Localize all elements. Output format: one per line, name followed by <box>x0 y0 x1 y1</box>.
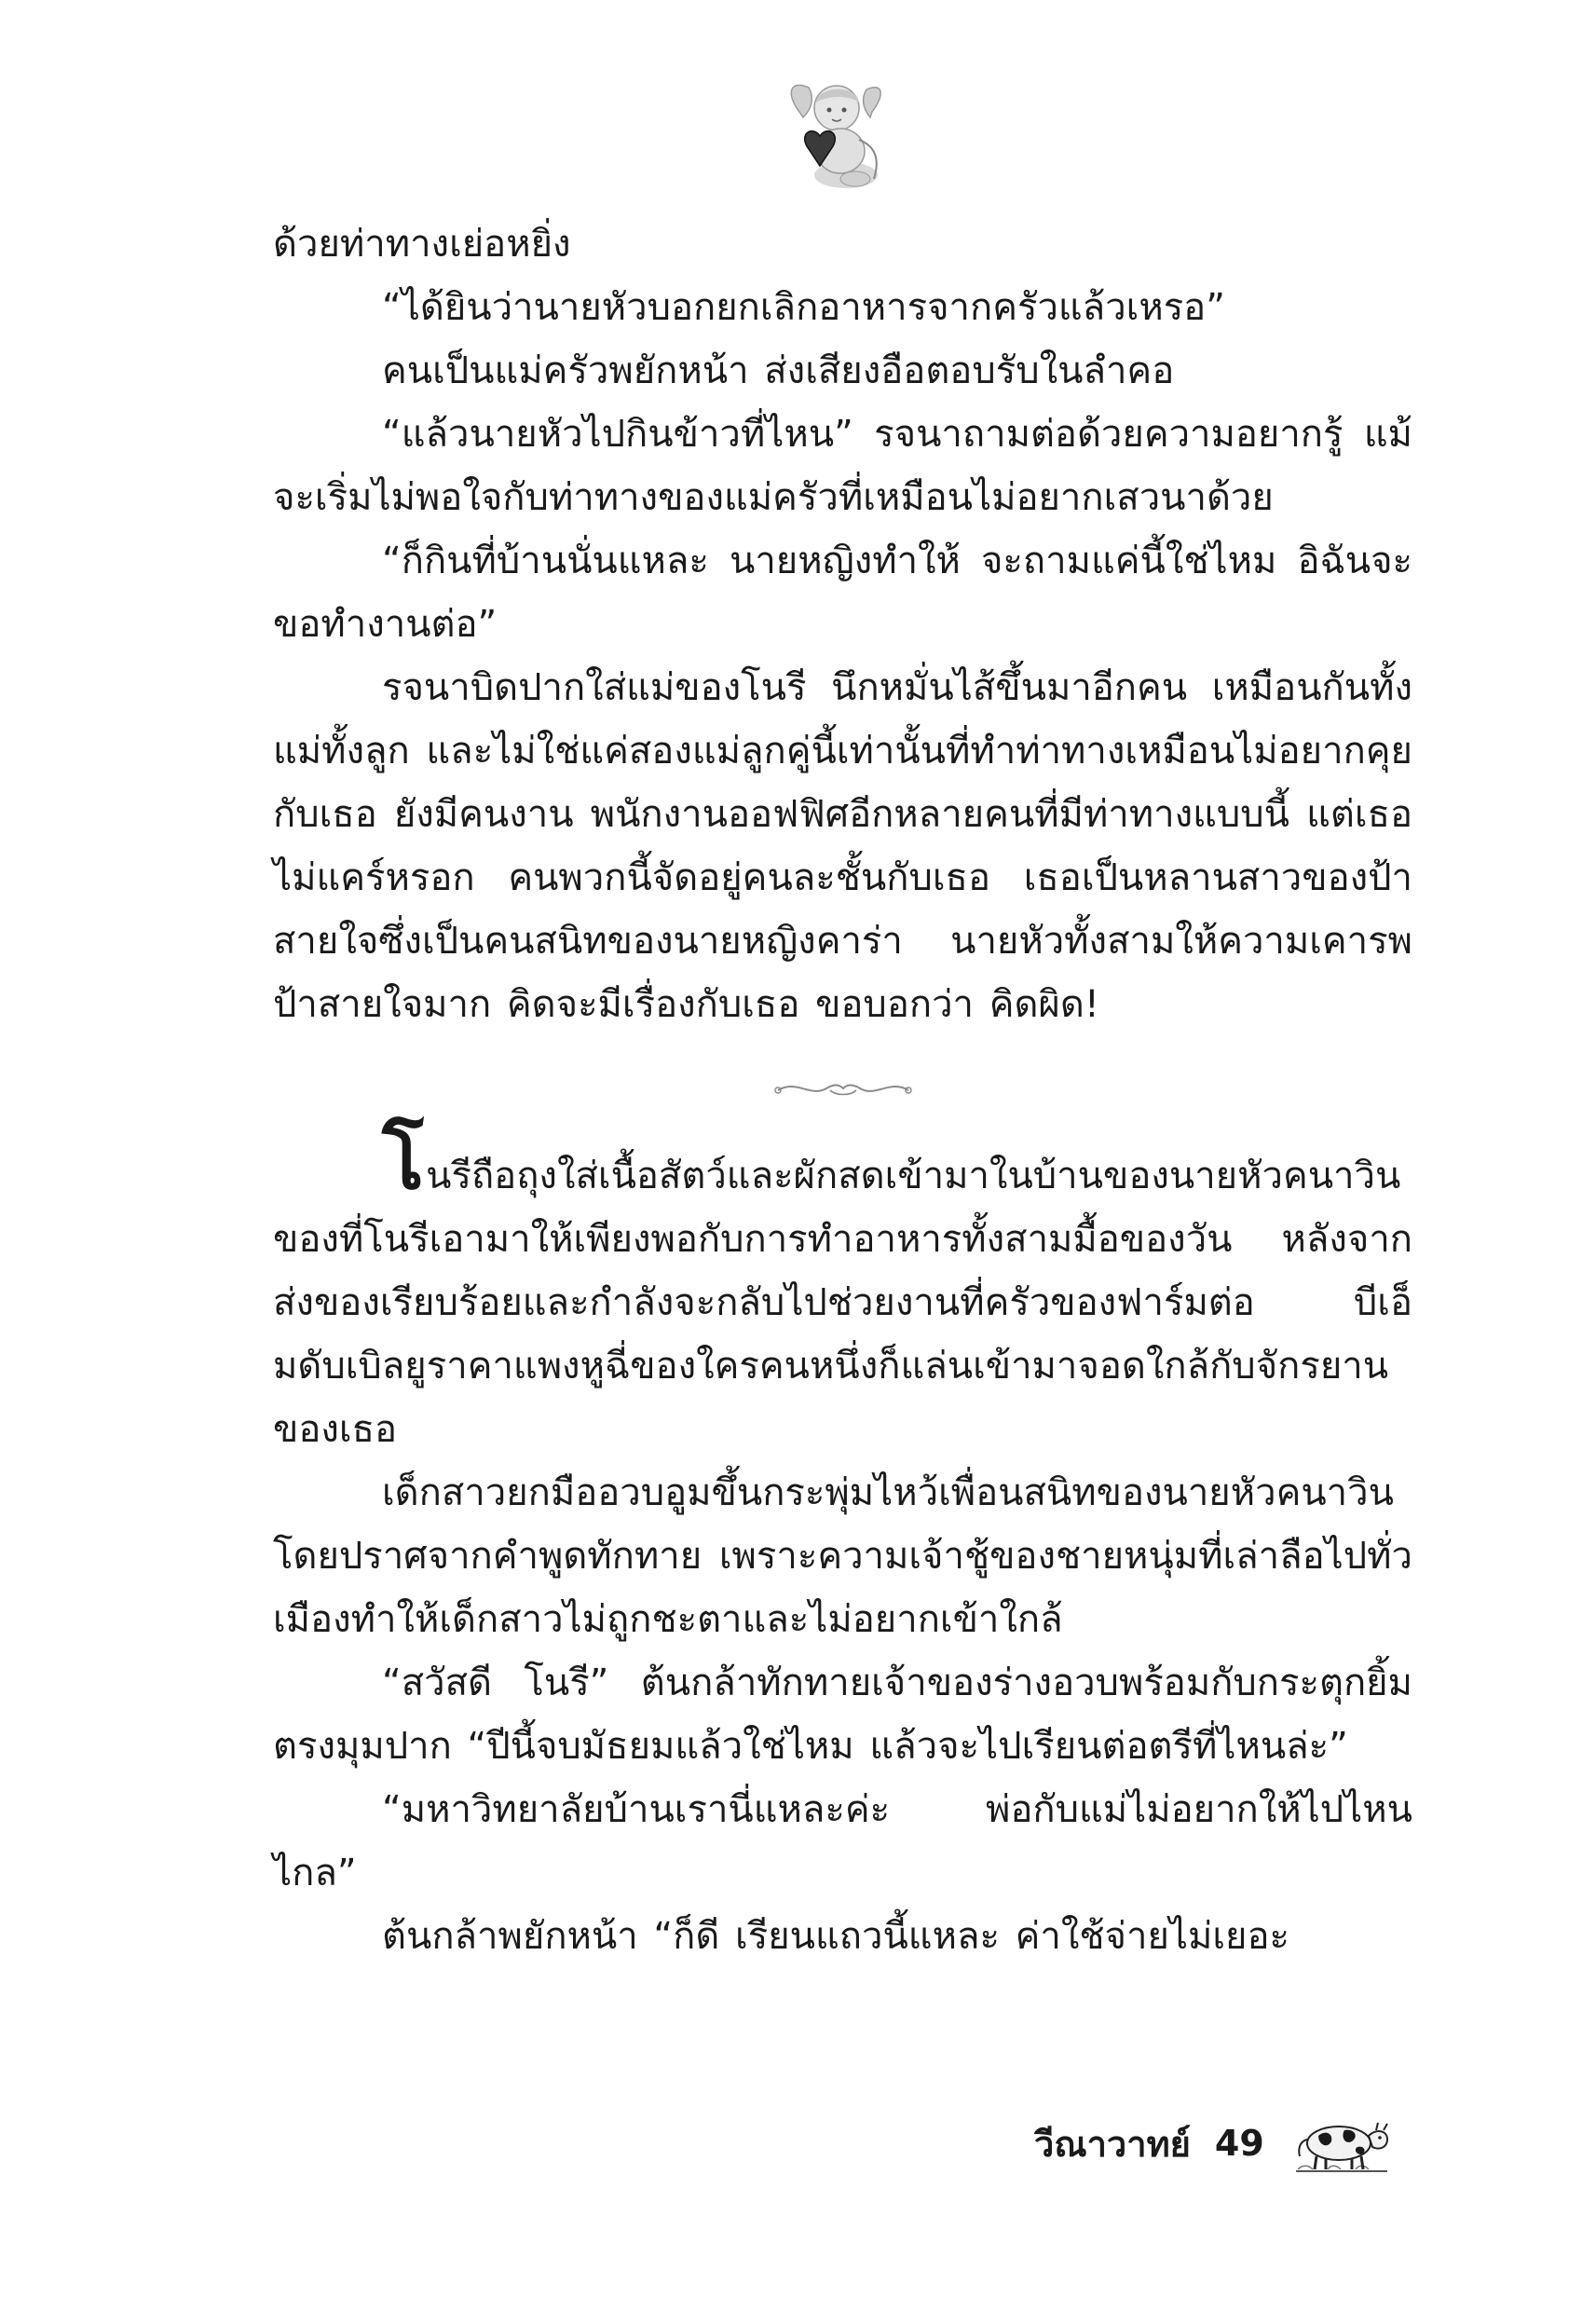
cow-icon <box>1290 2108 1393 2179</box>
paragraph: “แล้วนายหัวไปกินข้าวที่ไหน” รจนาถามต่อด้วยความอยากรู้ แม้จะเริ่มไม่พอใจกับท่าทางของแม่ครัวที่เหมือนไม่อยากเสวนาด้วย <box>273 413 1412 519</box>
book-title: วีณาวาทย์ <box>1034 2123 1191 2165</box>
dropcap-paragraph <box>273 1114 1412 1461</box>
paragraph: รจนาบิดปากใส่แม่ของโนรี นึกหมั่นไส้ขึ้นมาอีกคน เหมือนกันทั้งแม่ทั้งลูก และไม่ใช่แค่สองแม่ลูกคู่นี้เท่านั้นที่ทำท่าทางเหมือนไม่อยากคุยกับเธอ ยังมีคนงาน พนักงานออฟฟิศอีกหลายคนที่มีท่าทางแบบนี้ แต่เธอไม่แคร์หรอก คนพวกนี้จัดอยู่คนละชั้นกับเธอ เธอเป็นหลานสาวของป้าสายใจซึ่งเป็นคนสนิทของนายหญิงคาร่า นายหัวทั้งสามให้ความเคารพป้าสายใจมาก คิดจะมีเรื่องกับเธอ ขอบอกว่า คิดผิด! <box>273 666 1412 1026</box>
paragraph: “ได้ยินว่านายหัวบอกยกเลิกอาหารจากครัวแล้วเหรอ” <box>382 286 1225 329</box>
flourish-divider-icon <box>769 1070 918 1107</box>
paragraph: “สวัสดี โนรี” ต้นกล้าทักทายเจ้าของร่างอวบพร้อมกับกระตุกยิ้มตรงมุมปาก “ปีนี้จบมัธยมแล้วใช่ไหม แล้วจะไปเรียนต่อตรีที่ไหนล่ะ” <box>273 1661 1412 1768</box>
paragraph: เด็กสาวยกมืออวบอูมขึ้นกระพุ่มไหว้เพื่อนสนิทของนายหัวคนาวินโดยปราศจากคำพูดทักทาย เพราะความเจ้าชู้ของชายหนุ่มที่เล่าลือไปทั่วเมืองทำให้เด็กสาวไม่ถูกชะตาและไม่อยากเข้าใกล้ <box>273 1471 1412 1641</box>
paragraph: ต้นกล้าพยักหน้า “ก็ดี เรียนแถวนี้แหละ ค่าใช้จ่ายไม่เยอะ <box>382 1915 1289 1958</box>
cupid-with-heart-icon <box>781 75 896 196</box>
paragraph: “มหาวิทยาลัยบ้านเรานี่แหละค่ะ พ่อกับแม่ไม่อยากให้ไปไหนไกล” <box>273 1788 1412 1894</box>
page-footer <box>1034 2106 1393 2181</box>
dropcap-paragraph-text: นรีถือถุงใส่เนื้อสัตว์และผักสดเข้ามาในบ้านของนายหัวคนาวินของที่โนรีเอามาให้เพียงพอกับการทำอาหารทั้งสามมื้อของวัน หลังจากส่งของเรียบร้อยและกำลังจะกลับไปช่วยงานที่ครัวของฟาร์มต่อ บีเอ็มดับเบิลยูราคาแพงหูฉี่ของใครคนหนึ่งก็แล่นเข้ามาจอดใกล้กับจักรยานของเธอ <box>273 1155 1412 1451</box>
paragraph: คนเป็นแม่ครัวพยักหน้า ส่งเสียงอือตอบรับในลำคอ <box>382 349 1175 392</box>
body-text <box>273 212 1412 1968</box>
paragraph: ด้วยท่าทางเย่อหยิ่ง <box>273 223 571 266</box>
page-number: 49 <box>1214 2123 1264 2164</box>
drop-cap-initial: โ <box>382 1114 425 1207</box>
paragraph: “ก็กินที่บ้านนั่นแหละ นายหญิงทำให้ จะถามแค่นี้ใช่ไหม อิฉันจะขอทำงานต่อ” <box>273 540 1412 646</box>
